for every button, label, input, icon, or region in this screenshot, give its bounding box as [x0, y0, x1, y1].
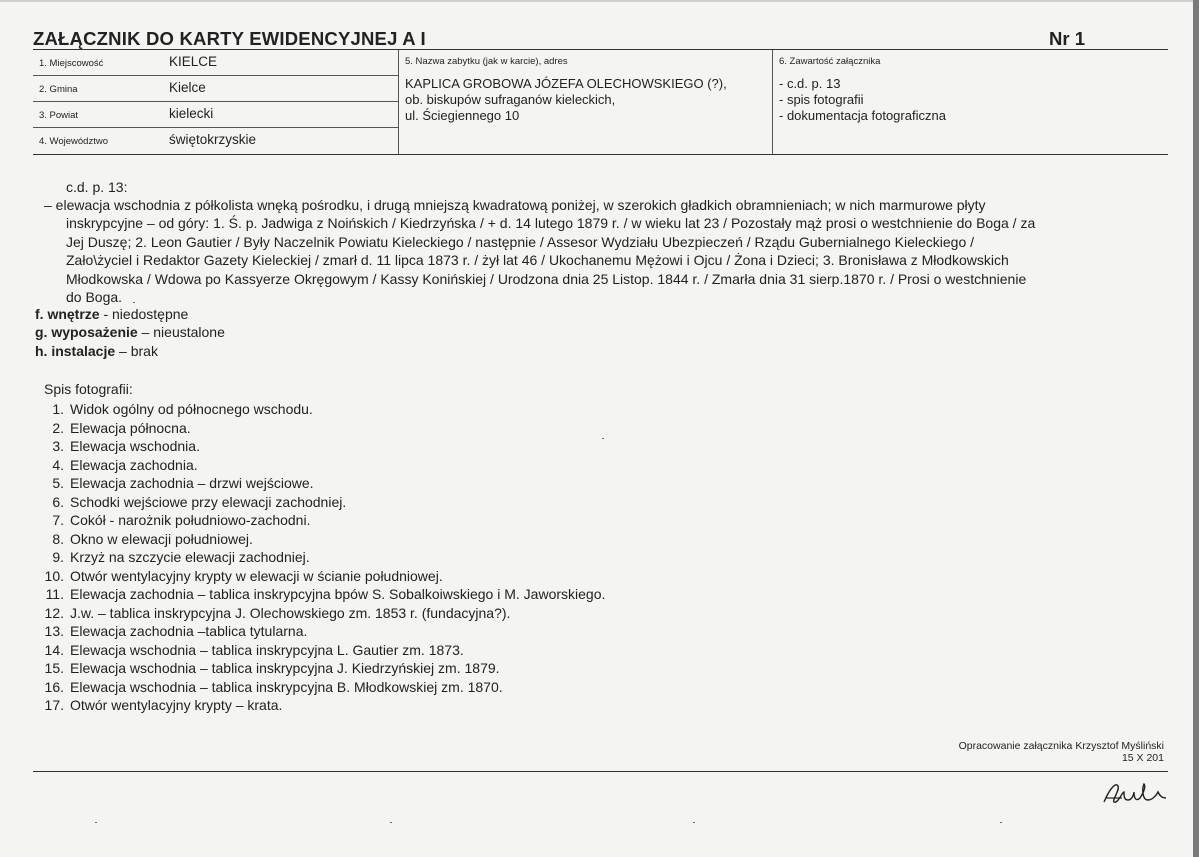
- list-item: 6. Schodki wejściowe przy elewacji zachodniej.: [52, 493, 347, 510]
- contents-label: 6. Zawartość załącznika: [779, 56, 881, 67]
- scan-top-edge: [0, 0, 1199, 2]
- list-item: 11. Elewacja zachodnia – tablica inskrypcyjna bpów S. Sobalkoiwskiego i M. Jaworskiego.: [45, 586, 606, 602]
- field-row-district: [33, 102, 398, 128]
- scan-right-edge: [1193, 0, 1199, 857]
- monument-label: 5. Nazwa zabytku (jak w karcie), adres: [405, 56, 568, 67]
- section-label: h. instalacje: [35, 343, 116, 359]
- monument-line: ob. biskupów sufraganów kieleckich,: [405, 92, 616, 107]
- list-item: 2. Elewacja północna.: [52, 419, 191, 436]
- section-value: – nieustalone: [137, 324, 225, 340]
- section-f: [35, 305, 188, 323]
- field-label: 1. Miejscowość: [39, 58, 104, 69]
- section-value: – brak: [115, 343, 158, 359]
- section-label: g. wyposażenie: [35, 324, 138, 340]
- scan-speck: [95, 822, 97, 823]
- list-item: 13. Elewacja zachodnia –tablica tytularna.: [44, 623, 308, 639]
- contents-line: - spis fotografii: [779, 92, 864, 107]
- list-item: 1. Widok ogólny od północnego wschodu.: [52, 401, 313, 417]
- location-fields: [33, 50, 399, 154]
- field-value: KIELCE: [169, 54, 218, 69]
- field-row-locality: [33, 50, 398, 76]
- paragraph-line: Jej Duszę; 2. Leon Gautier / Były Naczelnik Powiatu Kieleckiego / następnie / Assesor Wydziału Ubezpieczeń / Rządu Gubernialnego Kieleckiego /: [66, 233, 975, 250]
- contents-line: - dokumentacja fotograficzna: [779, 108, 946, 123]
- section-g: [35, 323, 225, 341]
- list-item: 7. Cokół - narożnik południowo-zachodni.: [52, 512, 311, 528]
- list-item: 5. Elewacja zachodnia – drzwi wejściowe.: [52, 475, 314, 491]
- footer-divider: [33, 771, 1168, 772]
- field-label: 2. Gmina: [39, 84, 78, 95]
- document-footer: [959, 740, 1164, 764]
- monument-line: ul. Ściegiennego 10: [405, 108, 520, 123]
- list-item: 17. Otwór wentylacyjny krypty – krata.: [44, 697, 283, 713]
- section-label: f. wnętrze: [35, 306, 100, 322]
- document-title: ZAŁĄCZNIK DO KARTY EWIDENCYJNEJ A I: [33, 28, 426, 49]
- photo-list: [38, 400, 605, 715]
- section-value: - niedostępne: [99, 306, 189, 322]
- preparation-date: 15 X 201: [1121, 752, 1164, 764]
- photos-heading: Spis fotografii:: [44, 381, 133, 397]
- list-item: 8. Okno w elewacji południowej.: [52, 530, 253, 547]
- field-value: Kielce: [169, 80, 206, 95]
- field-value: świętokrzyskie: [169, 132, 257, 147]
- list-item: 4. Elewacja zachodnia.: [52, 456, 198, 473]
- list-item: 9. Krzyż na szczycie elewacji zachodniej.: [52, 549, 310, 565]
- field-value: kielecki: [169, 106, 214, 121]
- list-item: 3. Elewacja wschodnia.: [52, 438, 200, 454]
- field-row-voivodeship: [33, 128, 398, 154]
- paragraph-line: – elewacja wschodnia z półkolista wnęką pośrodku, i drugą mniejszą kwadratową poniżej, w szerokich gładkich obramnieniach; w nich marmurowe płyty: [44, 197, 986, 213]
- list-item: 15. Elewacja wschodnia – tablica inskrypcyjna J. Kiedrzyńskiej zm. 1879.: [44, 660, 500, 676]
- monument-line: KAPLICA GROBOWA JÓZEFA OLECHOWSKIEGO (?),: [405, 76, 727, 91]
- contents-line: - c.d. p. 13: [779, 76, 841, 91]
- paragraph-line: Zało\życiel i Redaktor Gazety Kieleckiej / zmarł d. 11 lipca 1873 r. / żył lat 46 / Ukochanemu Mężowi i Ojcu / Żona i Dzieci; 3. Bronisława z Młodkowskich: [66, 252, 1009, 269]
- scan-speck: [693, 822, 695, 823]
- paragraph-line: inskrypcyjne – od góry: 1. Ś. p. Jadwiga z Noińskich / Kiedrzyńska / + d. 14 lutego 1879 r. / w wieku lat 23 / Pozostały mąż prosi o westchnienie do Boga / za: [66, 215, 1036, 232]
- monument-name-cell: [399, 50, 773, 154]
- continuation-paragraph: [44, 196, 1164, 306]
- paragraph-line: do Boga.: [66, 289, 123, 306]
- identification-table: [33, 49, 1168, 155]
- list-item: 14. Elewacja wschodnia – tablica inskrypcyjna L. Gautier zm. 1873.: [44, 641, 464, 658]
- list-item: 12. J.w. – tablica inskrypcyjna J. Olechowskiego zm. 1853 r. (fundacyjna?).: [44, 604, 511, 621]
- field-label: 3. Powiat: [39, 110, 79, 121]
- scan-speck: [390, 822, 392, 823]
- continuation-heading: c.d. p. 13:: [66, 179, 128, 195]
- author-credit: Opracowanie załącznika Krzysztof Myśliński: [958, 740, 1164, 752]
- continuation-text: [66, 178, 1166, 196]
- section-h: [35, 342, 158, 360]
- attachment-contents-cell: [773, 50, 1168, 154]
- list-item: 10. Otwór wentylacyjny krypty w elewacji w ścianie południowej.: [44, 567, 443, 584]
- scan-speck: [602, 438, 604, 439]
- field-row-commune: [33, 76, 398, 102]
- list-item: 16. Elewacja wschodnia – tablica inskrypcyjna B. Młodkowskiej zm. 1870.: [44, 678, 503, 695]
- scan-speck: [133, 302, 135, 303]
- paragraph-line: Młodkowska / Wdowa po Kassyerze Okręgowym / Kassy Konińskiej / Urodzona dnia 25 Listop. 1844 r. / Zmarła dnia 31 sierp.1870 r. / Prosi o westchnienie: [66, 270, 1027, 287]
- scan-speck: [1000, 822, 1002, 823]
- document-number: Nr 1: [1049, 28, 1085, 49]
- handwritten-signature: [1100, 778, 1170, 808]
- field-label: 4. Województwo: [39, 136, 108, 147]
